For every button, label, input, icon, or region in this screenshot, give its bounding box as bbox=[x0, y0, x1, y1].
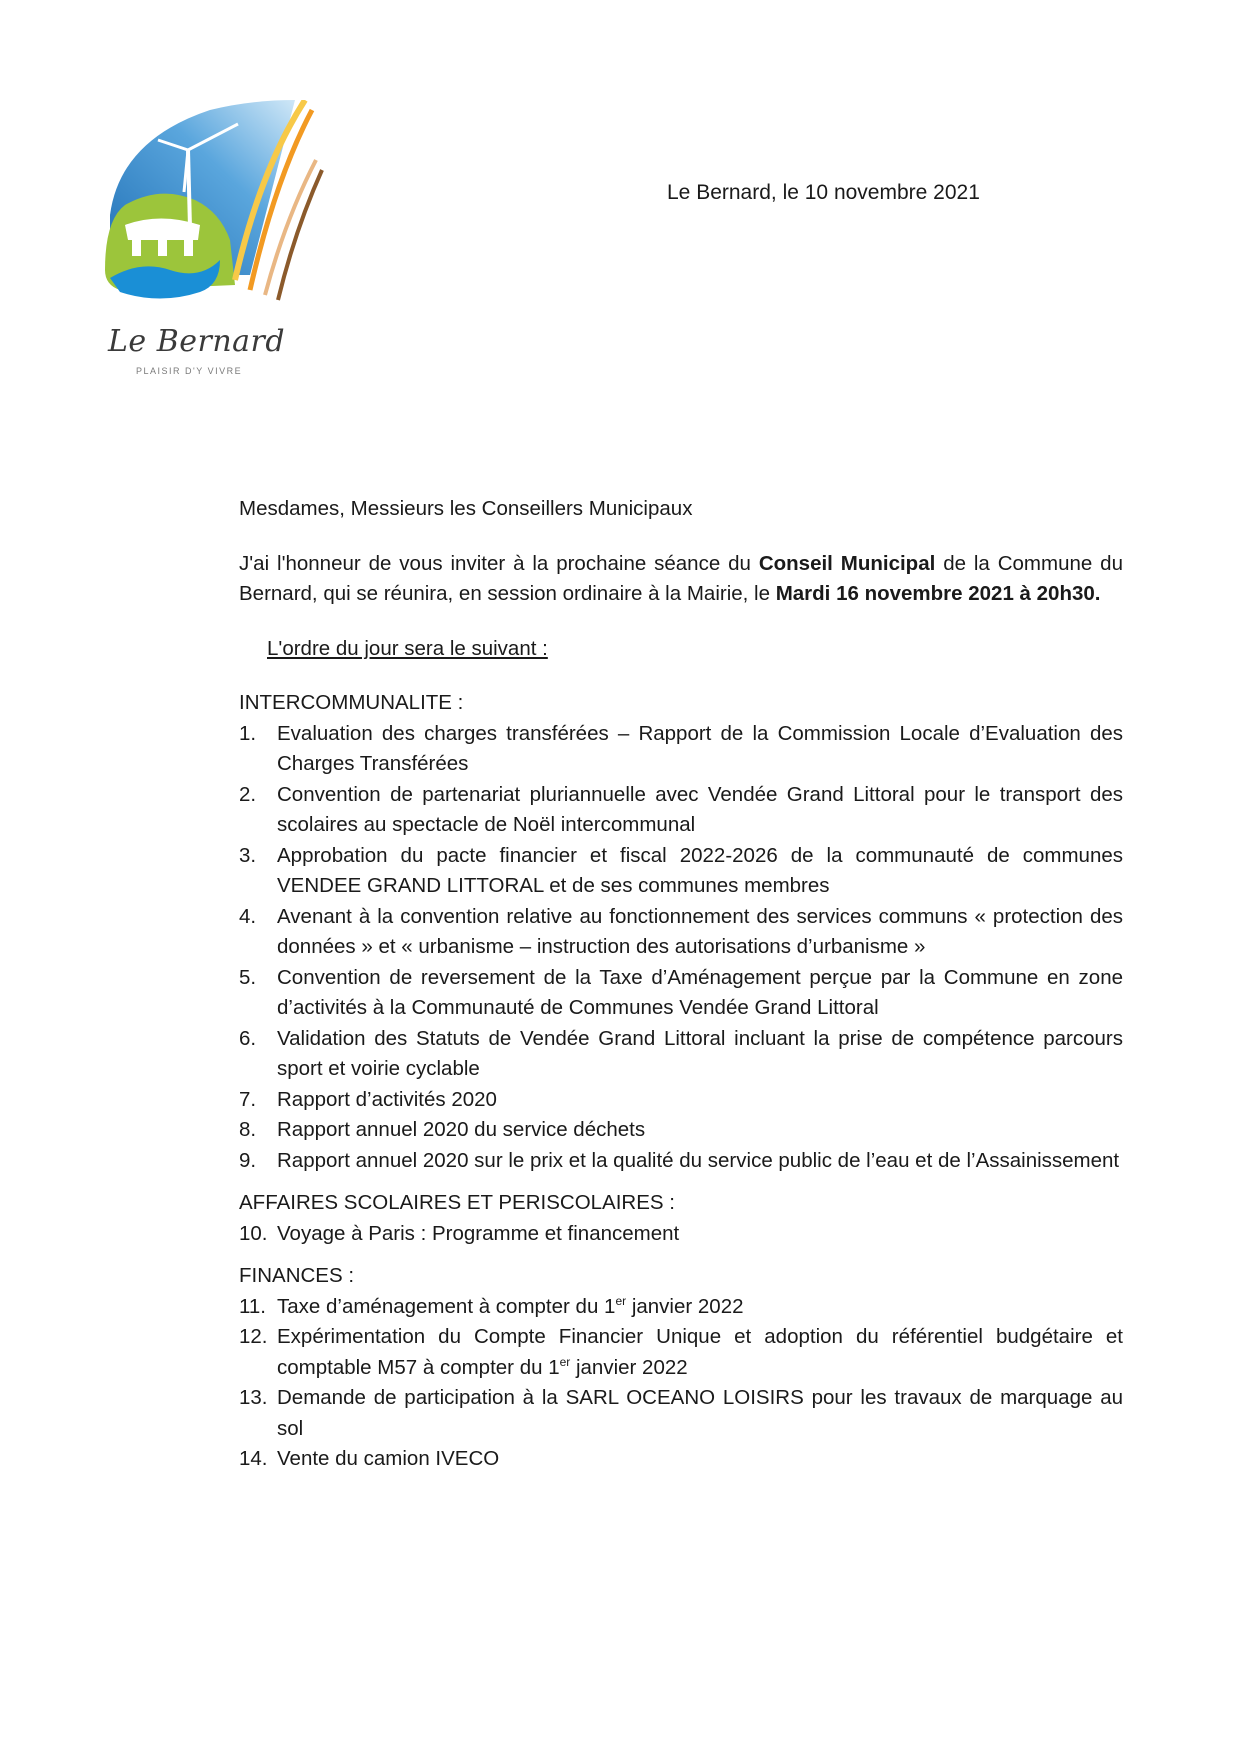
intro-text-2: de la Commune du Bernard, qui se réunira, en session ordinaire à la Mairie, le bbox=[239, 551, 1123, 605]
agenda-item bbox=[239, 1292, 1123, 1323]
agenda-item-text bbox=[277, 1292, 1123, 1323]
agenda-item-number: 3. bbox=[239, 843, 257, 867]
agenda-item bbox=[239, 1085, 1123, 1116]
agenda-item bbox=[239, 1024, 1123, 1085]
section-title: FINANCES : bbox=[239, 1264, 355, 1287]
agenda-heading: L'ordre du jour sera le suivant : bbox=[267, 636, 548, 660]
agenda-item bbox=[239, 963, 1123, 1024]
agenda-item-text: Rapport annuel 2020 sur le prix et la qualité du service public de l’eau et de l’Assainissement bbox=[277, 1148, 1120, 1172]
agenda-item-number: 13. bbox=[239, 1386, 268, 1409]
agenda-section bbox=[239, 1188, 1123, 1249]
intro-bold-date: Mardi 16 novembre 2021 à 20h30. bbox=[775, 582, 1101, 605]
logo-tagline: PLAISIR D'Y VIVRE bbox=[136, 366, 243, 376]
agenda-item-text-post: janvier 2022 bbox=[626, 1294, 744, 1318]
agenda-item-number: 11. bbox=[239, 1294, 266, 1318]
agenda-item-text-pre: Expérimentation du Compte Financier Unique et adoption du référentiel budgétaire et comptable M57 à compter du 1 bbox=[277, 1325, 1123, 1379]
agenda-section bbox=[239, 688, 1123, 1176]
agenda-section bbox=[239, 1261, 1123, 1475]
agenda-item-text: Evaluation des charges transférées – Rapport de la Commission Locale d’Evaluation des Charges Transférées bbox=[277, 721, 1123, 775]
agenda-item bbox=[239, 1383, 1123, 1444]
municipality-logo bbox=[100, 100, 350, 400]
agenda-item bbox=[239, 1322, 1123, 1383]
agenda-item-number: 8. bbox=[239, 1118, 257, 1141]
section-title: AFFAIRES SCOLAIRES ET PERISCOLAIRES : bbox=[239, 1191, 675, 1214]
agenda-item-text: Avenant à la convention relative au fonctionnement des services communs « protection des données » et « urbanisme – instruction des autorisations d’urbanisme » bbox=[277, 904, 1123, 958]
agenda-item bbox=[239, 719, 1123, 780]
agenda-item-number: 10. bbox=[239, 1221, 268, 1245]
section-title: INTERCOMMUNALITE : bbox=[239, 691, 464, 714]
letter-body bbox=[239, 494, 1123, 1475]
agenda-item-text: Rapport annuel 2020 du service déchets bbox=[277, 1118, 646, 1141]
agenda-item-number: 5. bbox=[239, 965, 257, 989]
logo-emblem-icon bbox=[100, 100, 350, 320]
agenda-sections bbox=[239, 688, 1123, 1475]
agenda-item-number: 7. bbox=[239, 1087, 257, 1111]
agenda-item-number: 2. bbox=[239, 782, 257, 806]
agenda-item-text-sup: er bbox=[559, 1354, 571, 1369]
agenda-item-number: 4. bbox=[239, 904, 257, 928]
agenda-item-text: Convention de partenariat pluriannuelle avec Vendée Grand Littoral pour le transport des scolaires au spectacle de Noël intercommunal bbox=[277, 782, 1123, 836]
agenda-item-text: Vente du camion IVECO bbox=[277, 1447, 500, 1470]
agenda-item-number: 9. bbox=[239, 1148, 257, 1172]
agenda-item bbox=[239, 1115, 1123, 1146]
agenda-item-text: Convention de reversement de la Taxe d’Aménagement perçue par la Commune en zone d’activités à la Communauté de Communes Vendée Grand Littoral bbox=[277, 965, 1123, 1019]
intro-text-1: J'ai l'honneur de vous inviter à la prochaine séance du bbox=[239, 551, 759, 575]
agenda-item-text-sup: er bbox=[615, 1293, 627, 1308]
agenda-item-text-pre: Taxe d’aménagement à compter du 1 bbox=[277, 1294, 616, 1318]
agenda-item bbox=[239, 841, 1123, 902]
salutation: Mesdames, Messieurs les Conseillers Municipaux bbox=[239, 497, 693, 520]
agenda-item-text: Rapport d’activités 2020 bbox=[277, 1087, 497, 1111]
agenda-item-text: Approbation du pacte financier et fiscal 2022-2026 de la communauté de communes VENDEE GRAND LITTORAL et de ses communes membres bbox=[277, 843, 1123, 897]
intro-bold-council: Conseil Municipal bbox=[758, 551, 936, 575]
agenda-list bbox=[239, 719, 1123, 1177]
agenda-item-number: 1. bbox=[239, 721, 257, 745]
agenda-list bbox=[239, 1219, 1123, 1250]
agenda-item-number: 14. bbox=[239, 1447, 268, 1470]
agenda-list bbox=[239, 1292, 1123, 1475]
agenda-item-text-post: janvier 2022 bbox=[570, 1355, 688, 1379]
agenda-item-number: 6. bbox=[239, 1026, 257, 1050]
agenda-item bbox=[239, 902, 1123, 963]
agenda-item-text: Demande de participation à la SARL OCEANO LOISIRS pour les travaux de marquage au sol bbox=[277, 1386, 1123, 1440]
agenda-item-text: Voyage à Paris : Programme et financement bbox=[277, 1221, 680, 1245]
agenda-item-text: Validation des Statuts de Vendée Grand Littoral incluant la prise de compétence parcours sport et voirie cyclable bbox=[277, 1026, 1123, 1080]
agenda-item bbox=[239, 780, 1123, 841]
agenda-item-number: 12. bbox=[239, 1325, 268, 1348]
agenda-item bbox=[239, 1146, 1123, 1177]
letter-date: Le Bernard, le 10 novembre 2021 bbox=[667, 181, 980, 204]
agenda-item bbox=[239, 1444, 1123, 1475]
invitation-paragraph bbox=[239, 549, 1123, 610]
agenda-item-text bbox=[277, 1322, 1123, 1383]
logo-wordmark: Le Bernard bbox=[108, 324, 286, 359]
agenda-item bbox=[239, 1219, 1123, 1250]
